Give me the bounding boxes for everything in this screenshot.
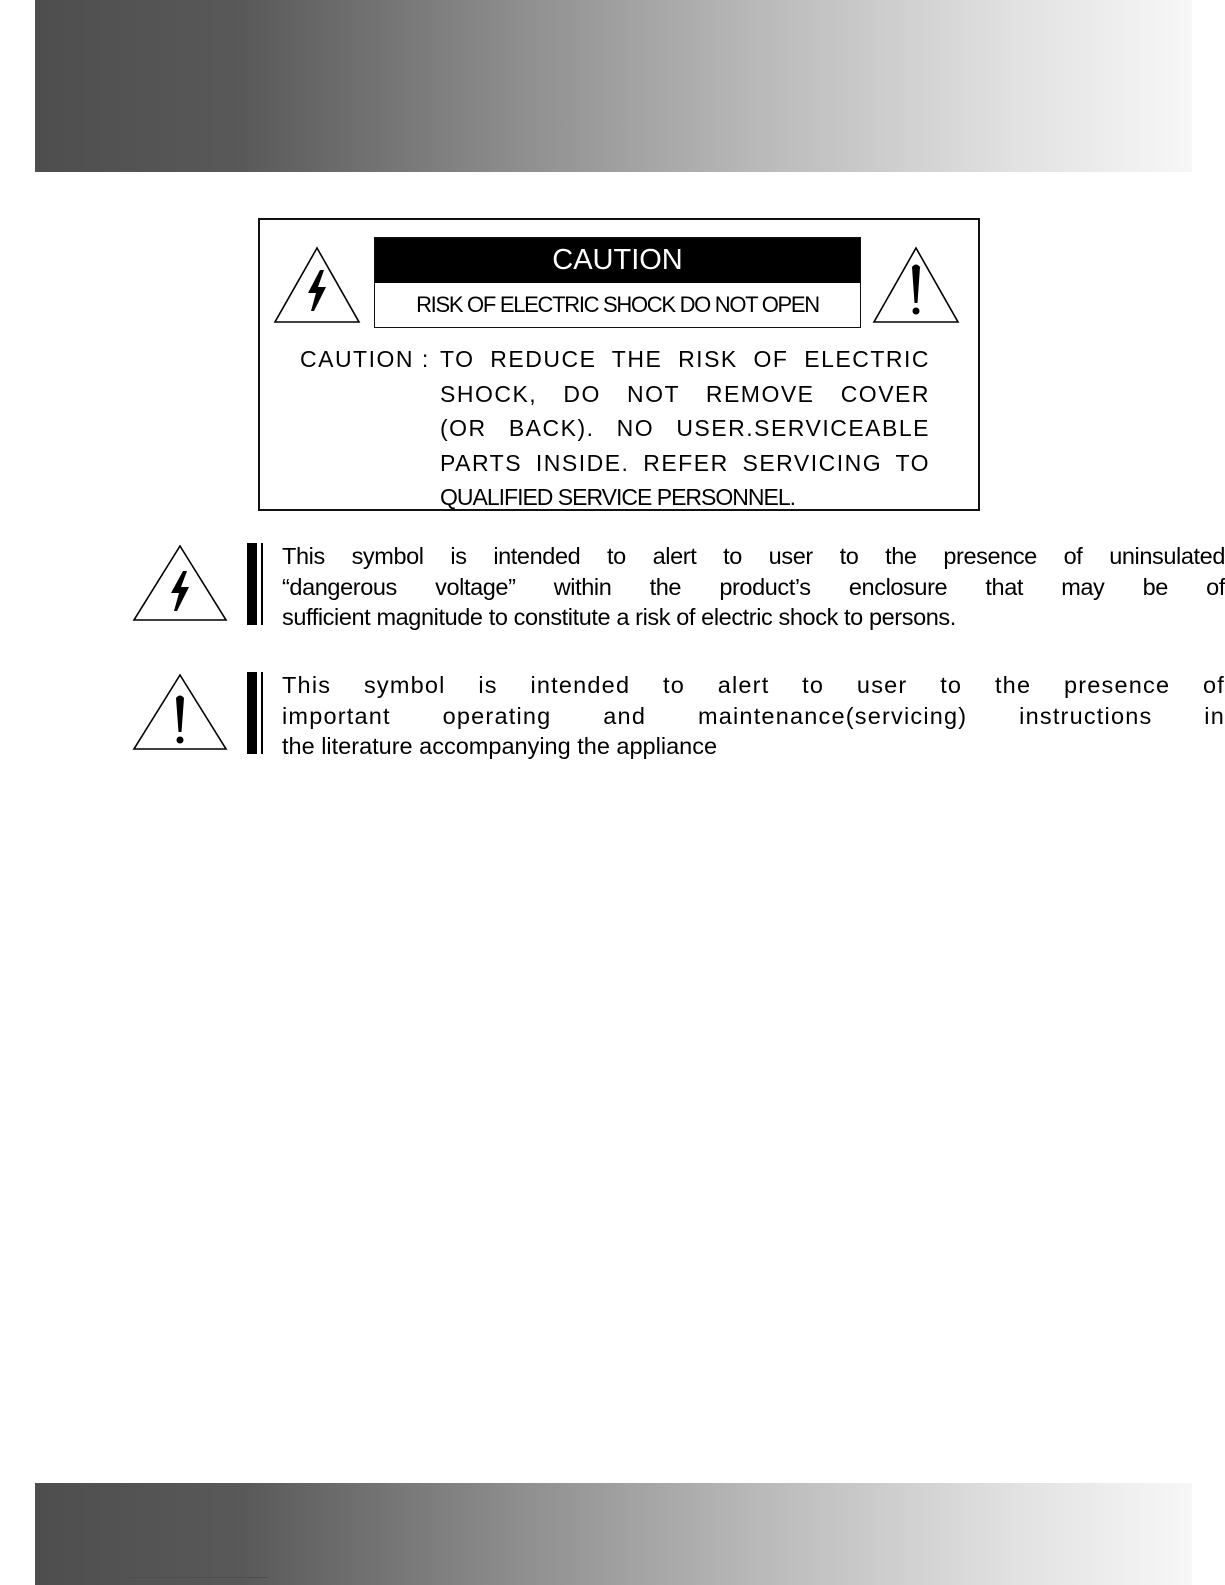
caution-body bbox=[440, 342, 930, 515]
caution-heading: CAUTION bbox=[375, 238, 860, 283]
divider-bar bbox=[261, 672, 263, 754]
note-line: This symbol is intended to alert to user to the presence of uninsulated bbox=[282, 543, 1225, 569]
note-text bbox=[282, 541, 1225, 633]
exclamation-warning-icon bbox=[132, 672, 228, 752]
divider-bar bbox=[247, 543, 257, 625]
caution-prefix: CAUTION : bbox=[300, 346, 430, 372]
note-line: “dangerous voltage” within the product’s enclosure that may be of bbox=[282, 573, 1225, 600]
caution-body-line: QUALIFIED SERVICE PERSONNEL. bbox=[440, 484, 796, 510]
risk-of-shock-text: RISK OF ELECTRIC SHOCK DO NOT OPEN bbox=[416, 292, 819, 317]
divider-bar bbox=[261, 543, 263, 625]
divider-bar bbox=[247, 672, 257, 754]
footer-band bbox=[35, 1483, 1192, 1585]
note-line: This symbol is intended to alert to user to the presence of bbox=[282, 672, 1225, 698]
caution-body-line: SHOCK, DO NOT REMOVE COVER bbox=[440, 380, 930, 407]
note-text bbox=[282, 670, 1225, 762]
note-line: important operating and maintenance(servicing) instructions in bbox=[282, 702, 1225, 729]
lightning-warning-icon bbox=[273, 245, 361, 325]
note-line: sufficient magnitude to constitute a risk of electric shock to persons. bbox=[282, 604, 956, 630]
caution-label bbox=[258, 218, 980, 511]
caution-body-line: TO REDUCE THE RISK OF ELECTRIC bbox=[440, 346, 930, 372]
voltage-symbol-note bbox=[132, 541, 1225, 636]
note-line: the literature accompanying the appliance bbox=[282, 733, 718, 759]
header-band bbox=[35, 0, 1192, 172]
exclamation-warning-icon bbox=[872, 245, 960, 325]
caution-heading-box bbox=[374, 237, 861, 328]
caution-body-line: PARTS INSIDE. REFER SERVICING TO bbox=[440, 449, 930, 476]
instructions-symbol-note bbox=[132, 670, 1225, 765]
caution-body-line: (OR BACK). NO USER.SERVICEABLE bbox=[440, 415, 930, 441]
lightning-warning-icon bbox=[132, 543, 228, 623]
footer-link-underline bbox=[128, 1577, 268, 1578]
